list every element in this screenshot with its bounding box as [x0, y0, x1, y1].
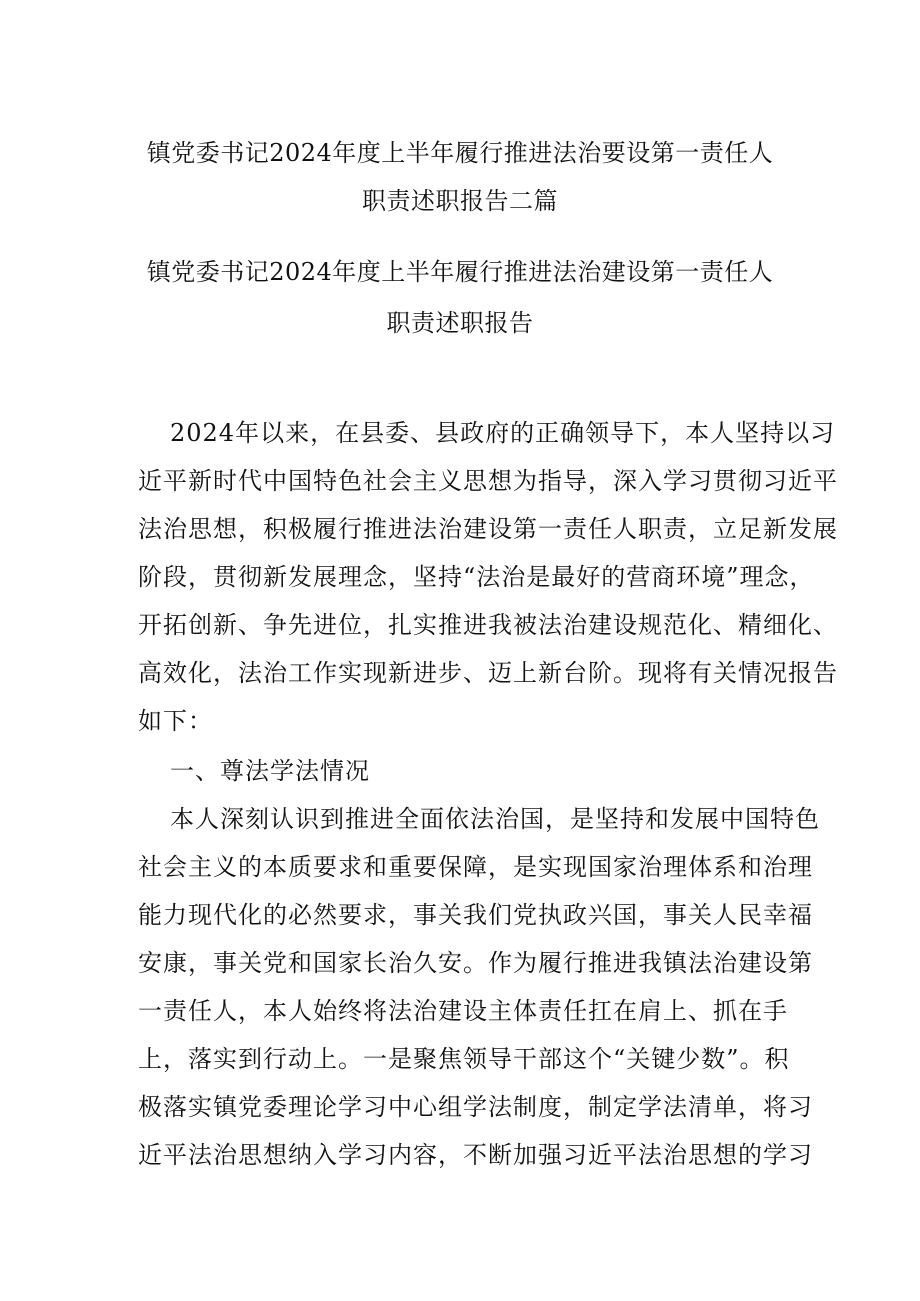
- intro-line-4: 阶段，贯彻新发展理念，坚持“法治是最好的营商环境”理念，: [138, 563, 815, 591]
- sub-title-line-2: 职责述职报告: [386, 309, 534, 337]
- intro-line-2: 近平新时代中国特色社会主义思想为指导，深入学习贯彻习近平: [138, 467, 838, 495]
- intro-line-5: 开拓创新、争先进位，扎实推进我被法治建设规范化、精细化、: [138, 611, 838, 639]
- intro-line-7: 如下：: [138, 707, 213, 735]
- main-title-line-2: 职责述职报告二篇: [362, 187, 558, 215]
- section-1-line-4: 安康，事关党和国家长治久安。作为履行推进我镇法治建设第: [138, 949, 813, 977]
- section-1-line-5: 一责任人，本人始终将法治建设主体责任扛在肩上、抓在手: [138, 997, 788, 1025]
- section-1-line-7: 极落实镇党委理论学习中心组学法制度，制定学法清单，将习: [138, 1093, 813, 1121]
- intro-line-3: 法治思想，积极履行推进法治建设第一责任人职责，立足新发展: [138, 515, 838, 543]
- intro-line-1: 2024年以来，在县委、县政府的正确领导下，本人坚持以习: [170, 419, 836, 447]
- section-1-line-8: 近平法治思想纳入学习内容，不断加强习近平法治思想的学习: [138, 1141, 813, 1169]
- section-1-line-3: 能力现代化的必然要求，事关我们党执政兴国，事关人民幸福: [138, 901, 813, 929]
- sub-title-line-1: 镇党委书记2024年度上半年履行推进法治建设第一责任人: [146, 258, 774, 286]
- main-title-line-1: 镇党委书记2024年度上半年履行推进法治要设第一责任人: [146, 139, 774, 167]
- section-1-line-6: 上，落实到行动上。一是聚焦领导干部这个“关键少数”。积: [138, 1045, 790, 1073]
- section-1-line-1: 本人深刻认识到推进全面依法治国，是坚持和发展中国特色: [170, 805, 820, 833]
- section-1-heading: 一、尊法学法情况: [170, 757, 370, 785]
- intro-line-6: 高效化，法治工作实现新进步、迈上新台阶。现将有关情况报告: [138, 659, 838, 687]
- section-1-line-2: 社会主义的本质要求和重要保障，是实现国家治理体系和治理: [138, 853, 813, 881]
